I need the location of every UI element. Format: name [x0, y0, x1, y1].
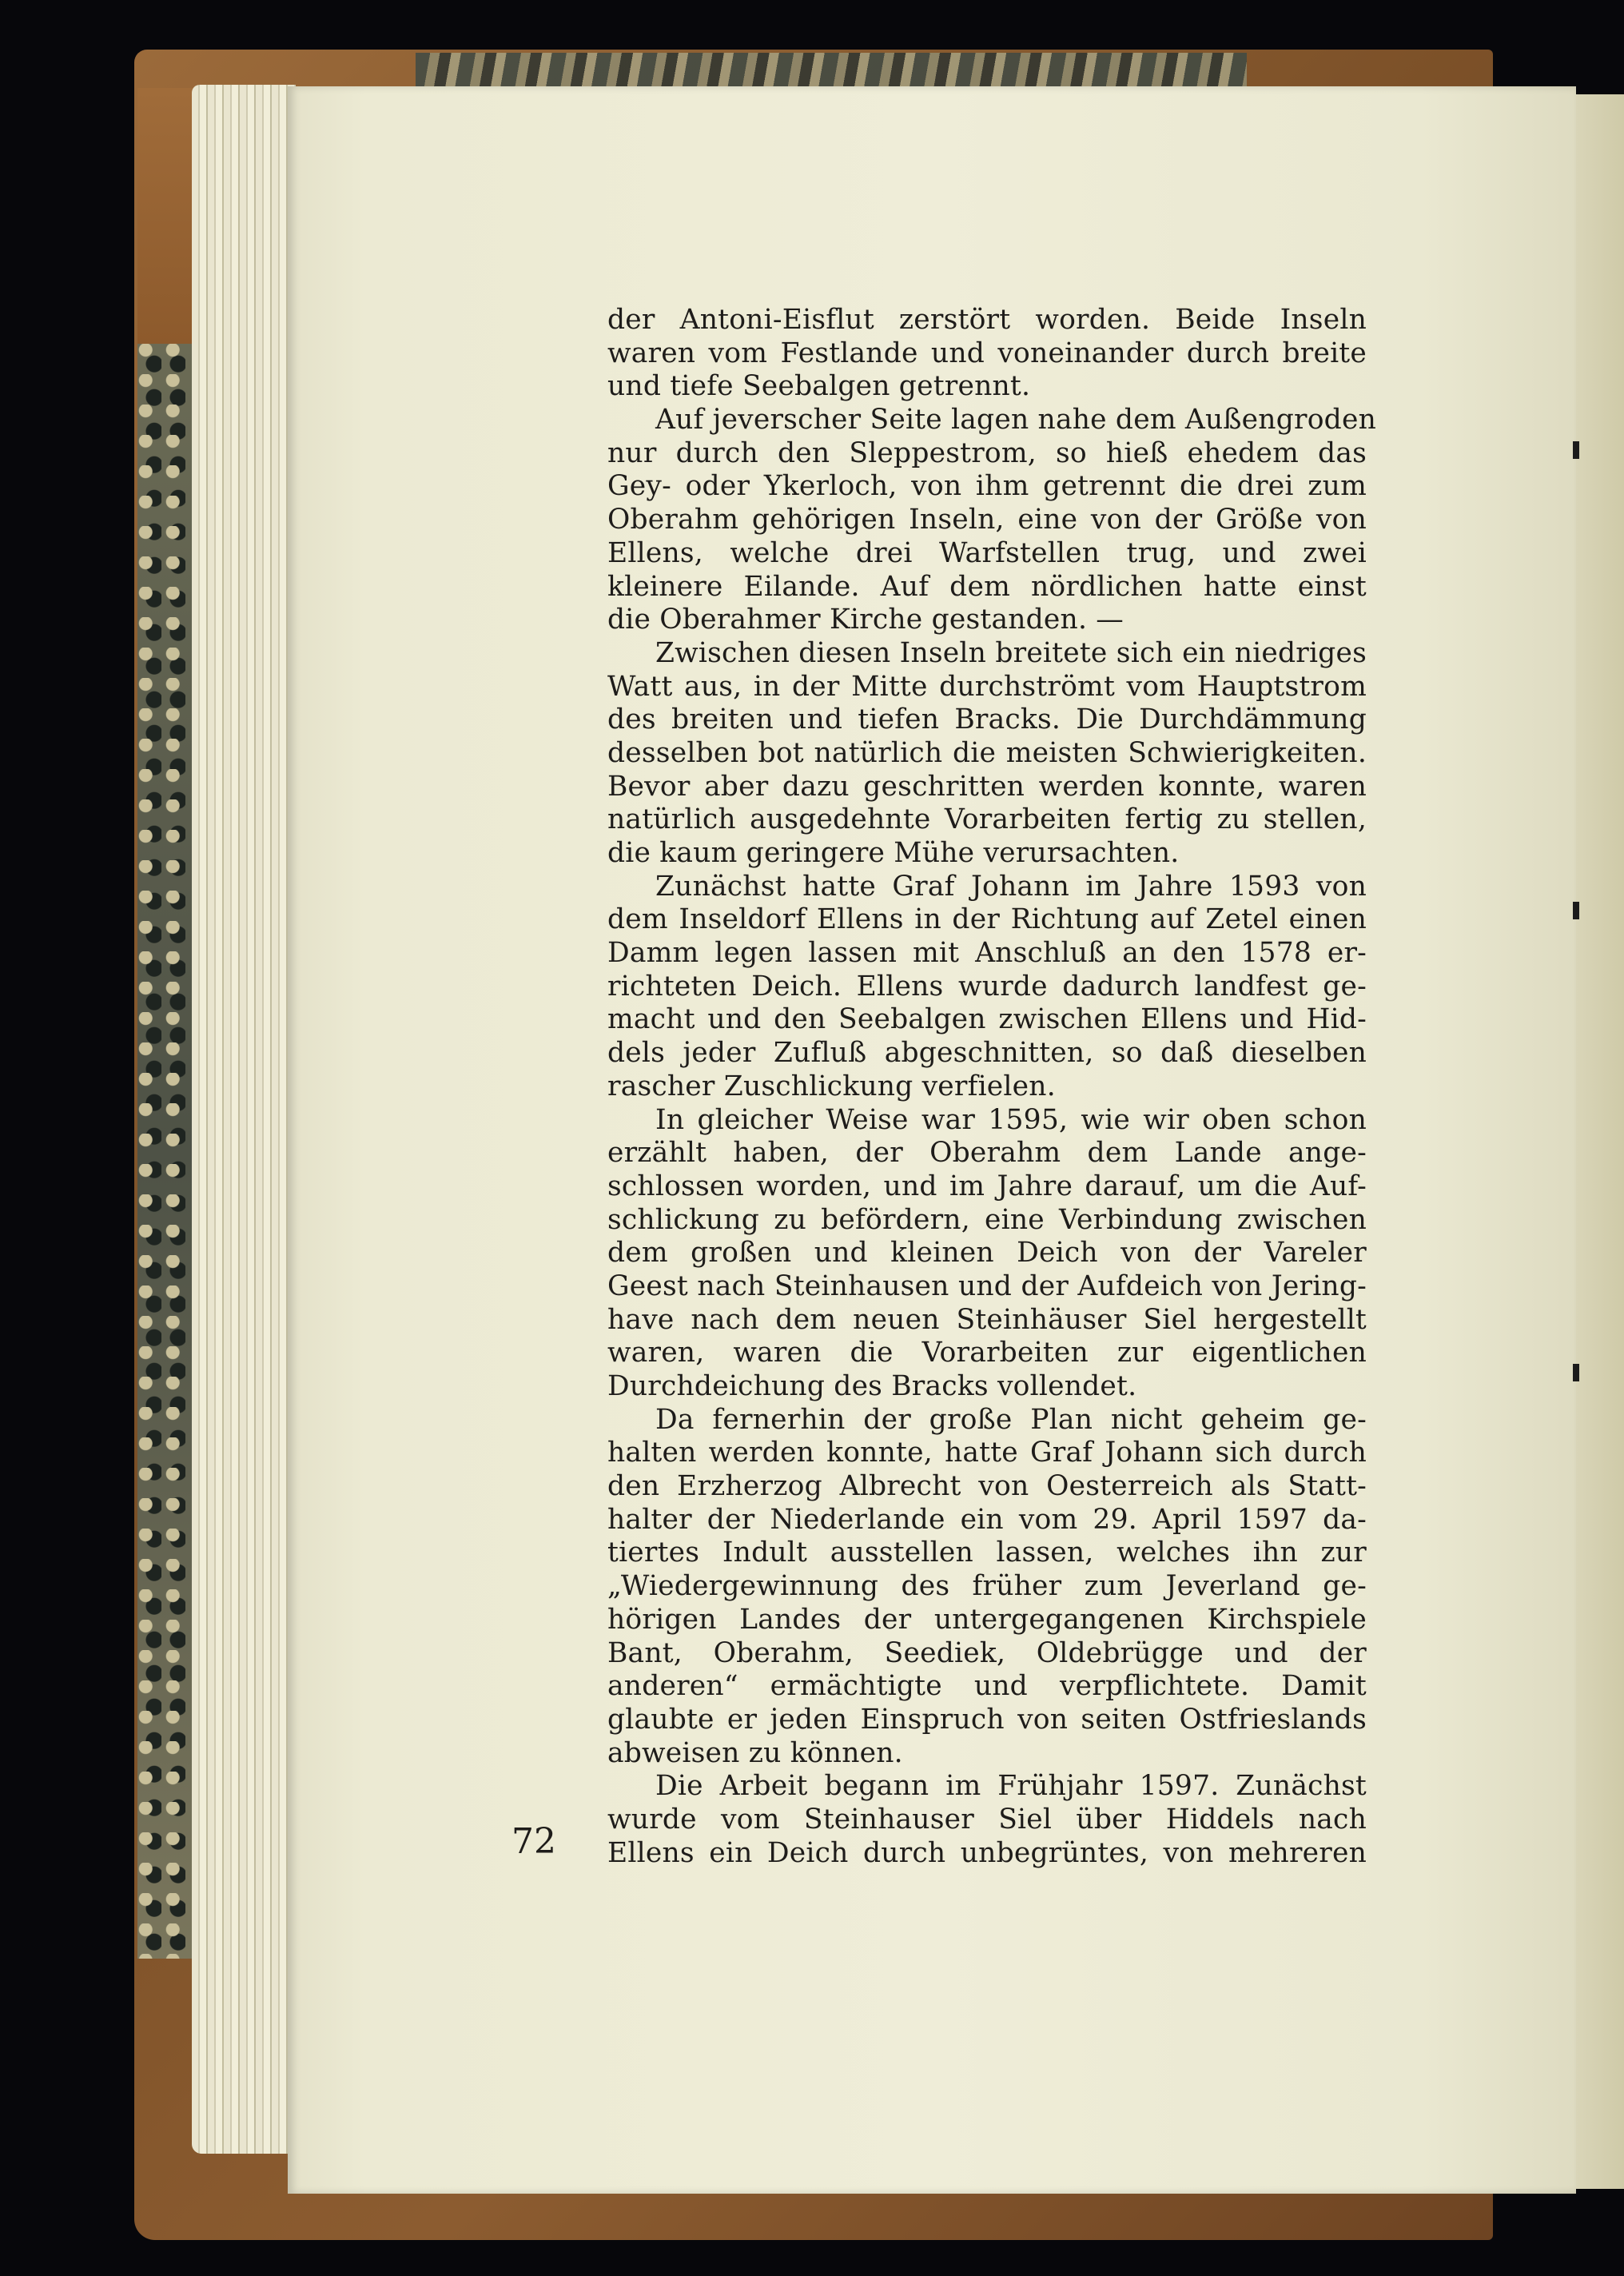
text-line: macht und den Seebalgen zwischen Ellens und Hid-: [607, 1003, 1367, 1036]
text-line: glaubte er jeden Einspruch von seiten Ostfrieslands: [607, 1703, 1367, 1736]
paragraph: [607, 637, 1367, 871]
paragraph: [607, 404, 1376, 637]
text-line: waren vom Festlande und voneinander durch breite: [607, 337, 1367, 369]
marbled-cover-left: [137, 344, 193, 1959]
paragraph: [607, 1770, 1367, 1870]
facing-page-edge: [1576, 94, 1624, 2189]
page-number: 72: [511, 1821, 556, 1862]
text-line: hörigen Landes der untergegangenen Kirchspiele: [607, 1603, 1367, 1636]
page-edges: [192, 85, 296, 2154]
text-line: Watt aus, in der Mitte durchströmt vom Hauptstrom: [607, 670, 1367, 703]
text-line: erzählt haben, der Oberahm dem Lande ange-: [607, 1137, 1367, 1170]
paragraph: [607, 304, 1367, 404]
text-line: dels jeder Zufluß abgeschnitten, so daß dieselben: [607, 1037, 1367, 1070]
text-line: nur durch den Sleppestrom, so hieß ehedem das: [607, 436, 1367, 469]
text-line: Auf jeverscher Seite lagen nahe dem Außengroden: [655, 404, 1376, 436]
text-line: die Oberahmer Kirche gestanden. —: [607, 604, 1124, 636]
text-line: abweisen zu können.: [607, 1736, 903, 1769]
text-line: Zwischen diesen Inseln breitete sich ein niedriges: [655, 636, 1367, 669]
leather-corner: [137, 88, 193, 344]
gutter-mark: [1573, 441, 1579, 459]
text-line: schlossen worden, und im Jahre darauf, um die Auf-: [607, 1170, 1367, 1202]
text-line: Bant, Oberahm, Seediek, Oldebrügge und der: [607, 1636, 1367, 1669]
gutter-mark: [1573, 902, 1579, 919]
text-line: Geest nach Steinhausen und der Aufdeich von Jering-: [607, 1270, 1367, 1302]
text-line: und tiefe Seebalgen getrennt.: [607, 370, 1031, 403]
text-line: tiertes Indult ausstellen lassen, welches ihn zur: [607, 1537, 1367, 1569]
text-line: den Erzherzog Albrecht von Oesterreich als Statt-: [607, 1470, 1367, 1503]
paragraph: [607, 1104, 1367, 1404]
text-line: Oberahm gehörigen Inseln, eine von der Größe von: [607, 504, 1367, 536]
text-line: In gleicher Weise war 1595, wie wir oben schon: [655, 1103, 1367, 1136]
text-line: Da fernerhin der große Plan nicht geheim ge-: [655, 1403, 1367, 1436]
text-line: halten werden konnte, hatte Graf Johann sich durch: [607, 1437, 1367, 1469]
text-line: schlickung zu befördern, eine Verbindung zwischen: [607, 1203, 1367, 1236]
text-line: Ellens, welche drei Warfstellen trug, und zwei: [607, 536, 1367, 569]
text-line: desselben bot natürlich die meisten Schwierigkeiten.: [607, 736, 1367, 769]
marbled-cover-top: [416, 53, 1247, 88]
text-line: Bevor aber dazu geschritten werden konnte, waren: [607, 770, 1367, 803]
text-line: Die Arbeit begann im Frühjahr 1597. Zunächst: [655, 1770, 1367, 1803]
text-line: Gey- oder Ykerloch, von ihm getrennt die drei zum: [607, 470, 1367, 503]
text-line: waren, waren die Vorarbeiten zur eigentlichen: [607, 1337, 1367, 1369]
text-line: „Wiedergewinnung des früher zum Jeverland ge-: [607, 1570, 1367, 1603]
text-line: Damm legen lassen mit Anschluß an den 1578 er-: [607, 937, 1367, 970]
text-line: dem großen und kleinen Deich von der Vareler: [607, 1237, 1367, 1270]
text-line: halter der Niederlande ein vom 29. April 1597 da-: [607, 1503, 1367, 1536]
text-line: richteten Deich. Ellens wurde dadurch landfest ge-: [607, 970, 1367, 1002]
text-line: kleinere Eilande. Auf dem nördlichen hatte einst: [607, 570, 1367, 603]
text-line: der Antoni-Eisflut zerstört worden. Beide Inseln: [607, 304, 1367, 336]
paragraph: [607, 1404, 1367, 1771]
text-line: anderen“ ermächtigte und verpflichtete. Damit: [607, 1670, 1367, 1703]
gutter-mark: [1573, 1364, 1579, 1381]
text-line: rascher Zuschlickung verfielen.: [607, 1070, 1056, 1102]
text-line: die kaum geringere Mühe verursachten.: [607, 837, 1180, 869]
paragraph: [607, 871, 1367, 1104]
text-line: dem Inseldorf Ellens in der Richtung auf Zetel einen: [607, 903, 1367, 936]
body-text: [607, 304, 1376, 1870]
text-line: Zunächst hatte Graf Johann im Jahre 1593 von: [655, 870, 1367, 903]
text-line: Ellens ein Deich durch unbegrüntes, von mehreren: [607, 1836, 1367, 1869]
text-line: des breiten und tiefen Bracks. Die Durchdämmung: [607, 704, 1367, 736]
text-line: natürlich ausgedehnte Vorarbeiten fertig zu stellen,: [607, 803, 1367, 836]
text-line: have nach dem neuen Steinhäuser Siel hergestellt: [607, 1303, 1367, 1336]
text-line: Durchdeichung des Bracks vollendet.: [607, 1370, 1137, 1402]
text-line: wurde vom Steinhauser Siel über Hiddels nach: [607, 1803, 1367, 1836]
